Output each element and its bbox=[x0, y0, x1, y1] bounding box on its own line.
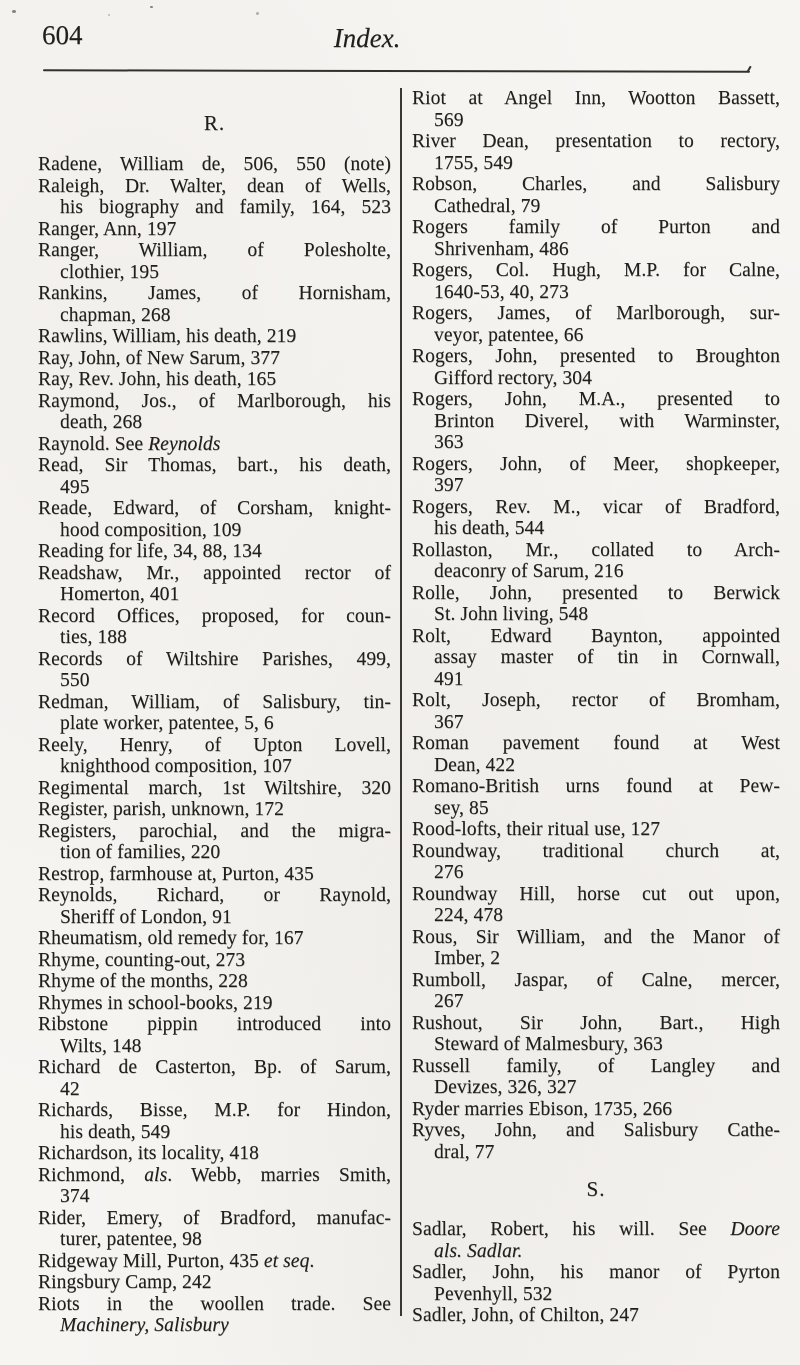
index-line: Roundway, traditional church at, bbox=[412, 840, 780, 862]
index-line: knighthood composition, 107 bbox=[60, 756, 292, 777]
index-line: Roundway Hill, horse cut out upon, bbox=[412, 883, 780, 905]
index-line: Ray, Rev. John, his death, 165 bbox=[38, 369, 277, 390]
index-line: his death, 544 bbox=[434, 518, 545, 539]
index-line: Richard de Casterton, Bp. of Sarum, bbox=[38, 1057, 391, 1078]
index-line: Riot at Angel Inn, Wootton Bassett, bbox=[412, 88, 780, 109]
index-line: Rous, Sir William, and the Manor of bbox=[412, 926, 780, 948]
index-line: Rhyme of the months, 228 bbox=[38, 971, 248, 992]
index-line: Homerton, 401 bbox=[60, 584, 180, 605]
index-line: Sadler, John, his manor of Pyrton bbox=[412, 1262, 780, 1283]
index-line: Rogers family of Purton and bbox=[412, 217, 780, 238]
index-line: clothier, 195 bbox=[60, 261, 160, 283]
index-line: Pevenhyll, 532 bbox=[434, 1283, 553, 1305]
index-line: Imber, 2 bbox=[434, 948, 501, 969]
index-line: Devizes, 326, 327 bbox=[434, 1077, 577, 1098]
index-line: Wilts, 148 bbox=[60, 1035, 142, 1057]
index-line: hood composition, 109 bbox=[60, 519, 242, 541]
index-line: Rider, Emery, of Bradford, manufac- bbox=[38, 1207, 391, 1229]
index-line: 224, 478 bbox=[434, 905, 504, 926]
index-line: Brinton Diverel, with Warminster, bbox=[434, 410, 780, 432]
index-line: Ringsbury Camp, 242 bbox=[38, 1272, 212, 1293]
index-line: Rogers, John, M.A., presented to bbox=[412, 389, 780, 410]
index-line: Sadler, John, of Chilton, 247 bbox=[412, 1305, 639, 1326]
index-line: Regimental march, 1st Wiltshire, 320 bbox=[38, 777, 391, 799]
index-line: his biography and family, 164, 523 bbox=[60, 197, 391, 218]
index-line: Read, Sir Thomas, bart., his death, bbox=[38, 455, 391, 476]
index-line: Rollaston, Mr., collated to Arch- bbox=[412, 539, 780, 561]
index-line: Ryves, John, and Salisbury Cathe- bbox=[412, 1120, 780, 1141]
ink-speck bbox=[12, 10, 16, 13]
index-line: Registers, parochial, and the migra- bbox=[38, 820, 391, 842]
index-line: 367 bbox=[434, 711, 464, 733]
section-heading: R. bbox=[203, 111, 226, 135]
index-line: tion of families, 220 bbox=[60, 842, 221, 863]
index-line: 495 bbox=[60, 476, 90, 498]
index-line: Readshaw, Mr., appointed rector of bbox=[38, 562, 391, 584]
index-line: Ryder marries Ebison, 1735, 266 bbox=[412, 1098, 673, 1120]
index-line: Richardson, its locality, 418 bbox=[38, 1143, 259, 1164]
index-line: Raynold. See Reynolds bbox=[38, 433, 221, 455]
index-line: St. John living, 548 bbox=[434, 604, 589, 625]
index-line: Dean, 422 bbox=[434, 754, 516, 776]
index-line: Raymond, Jos., of Marlborough, his bbox=[38, 390, 391, 412]
index-line: Reely, Henry, of Upton Lovell, bbox=[38, 734, 391, 756]
index-line: 363 bbox=[434, 432, 464, 453]
index-line: Shrivenham, 486 bbox=[434, 238, 569, 260]
index-line: 276 bbox=[434, 862, 464, 883]
index-line: 374 bbox=[60, 1186, 90, 1207]
index-line: Roman pavement found at West bbox=[412, 733, 780, 754]
index-line: Rushout, Sir John, Bart., High bbox=[412, 1012, 780, 1034]
index-line: Rood-lofts, their ritual use, 127 bbox=[412, 819, 661, 840]
index-line: his death, 549 bbox=[60, 1121, 171, 1143]
index-line: Ranger, William, of Polesholte, bbox=[38, 240, 391, 261]
index-line: Reade, Edward, of Corsham, knight- bbox=[38, 498, 391, 519]
index-line: 569 bbox=[434, 109, 464, 131]
index-line: Machinery, Salisbury bbox=[60, 1315, 229, 1336]
index-line: Gifford rectory, 304 bbox=[434, 367, 592, 389]
index-line: Robson, Charles, and Salisbury bbox=[412, 174, 780, 195]
index-line: Rolt, Joseph, rector of Bromham, bbox=[412, 690, 780, 711]
index-line: Ridgeway Mill, Purton, 435 et seq. bbox=[38, 1250, 315, 1272]
ink-speck bbox=[256, 12, 259, 15]
index-line: Rogers, Rev. M., vicar of Bradford, bbox=[412, 496, 780, 518]
index-line: Rhyme, counting-out, 273 bbox=[38, 949, 246, 971]
index-line: Ray, John, of New Sarum, 377 bbox=[38, 347, 281, 369]
index-line: River Dean, presentation to rectory, bbox=[412, 131, 780, 152]
left-column bbox=[38, 112, 391, 1337]
index-line: als. Sadlar. bbox=[434, 1240, 523, 1262]
header-rule bbox=[43, 69, 750, 72]
index-line: Register, parish, unknown, 172 bbox=[38, 799, 284, 820]
index-line: Restrop, farmhouse at, Purton, 435 bbox=[38, 863, 314, 885]
index-line: Records of Wiltshire Parishes, 499, bbox=[38, 648, 391, 670]
index-line: sey, 85 bbox=[434, 797, 489, 819]
ink-speck bbox=[150, 6, 153, 8]
index-line: 1755, 549 bbox=[434, 152, 513, 174]
index-line: Raleigh, Dr. Walter, dean of Wells, bbox=[38, 175, 391, 197]
index-line: dral, 77 bbox=[434, 1141, 495, 1163]
right-column bbox=[412, 88, 780, 1327]
index-line: Rogers, John, of Meer, shopkeeper, bbox=[412, 453, 780, 475]
index-line: Romano-British urns found at Pew- bbox=[412, 776, 780, 797]
index-line: Reynolds, Richard, or Raynold, bbox=[38, 885, 391, 906]
index-line: Richards, Bisse, M.P. for Hindon, bbox=[38, 1100, 391, 1121]
index-line: Riots in the woollen trade. See bbox=[38, 1293, 391, 1315]
index-line: Ribstone pippin introduced into bbox=[38, 1014, 391, 1035]
index-line: Rolt, Edward Baynton, appointed bbox=[412, 625, 780, 647]
page-title: Index. bbox=[333, 23, 401, 53]
index-line: plate worker, patentee, 5, 6 bbox=[60, 713, 274, 734]
index-line: veyor, patentee, 66 bbox=[434, 324, 584, 346]
index-line: 397 bbox=[434, 475, 464, 496]
index-line: 491 bbox=[434, 668, 464, 690]
index-line: death, 268 bbox=[60, 412, 143, 433]
index-line: Russell family, of Langley and bbox=[412, 1055, 780, 1077]
index-line: Richmond, als. Webb, marries Smith, bbox=[38, 1164, 392, 1186]
page-number: 604 bbox=[42, 20, 83, 50]
index-line: Rheumatism, old remedy for, 167 bbox=[38, 928, 304, 949]
index-line: 550 bbox=[60, 670, 90, 691]
index-line: ties, 188 bbox=[60, 627, 127, 648]
index-line: Steward of Malmesbury, 363 bbox=[434, 1034, 663, 1055]
ink-speck bbox=[108, 14, 110, 16]
index-line: Sheriff of London, 91 bbox=[60, 906, 232, 928]
index-line: Rawlins, William, his death, 219 bbox=[38, 326, 297, 347]
index-line: deaconry of Sarum, 216 bbox=[434, 561, 624, 582]
index-line: Rankins, James, of Hornisham, bbox=[38, 283, 391, 304]
index-line: 42 bbox=[60, 1078, 80, 1100]
index-line: Ranger, Ann, 197 bbox=[38, 218, 177, 240]
index-line: Rogers, James, of Marlborough, sur- bbox=[412, 303, 780, 324]
index-line: 267 bbox=[434, 991, 464, 1012]
index-line: chapman, 268 bbox=[60, 304, 171, 326]
section-heading: S. bbox=[586, 1177, 606, 1201]
index-line: Sadlar, Robert, his will. See Doore bbox=[412, 1219, 780, 1240]
index-line: Rogers, Col. Hugh, M.P. for Calne, bbox=[412, 260, 780, 281]
index-line: Rumboll, Jaspar, of Calne, mercer, bbox=[412, 969, 780, 991]
index-line: Redman, William, of Salisbury, tin- bbox=[38, 691, 391, 713]
column-divider bbox=[400, 88, 402, 1316]
index-line: Rolle, John, presented to Berwick bbox=[412, 582, 780, 604]
index-line: assay master of tin in Cornwall, bbox=[434, 647, 780, 668]
index-line: Rhymes in school-books, 219 bbox=[38, 992, 273, 1014]
index-line: Radene, William de, 506, 550 (note) bbox=[38, 154, 391, 175]
index-line: Reading for life, 34, 88, 134 bbox=[38, 541, 262, 562]
index-line: Rogers, John, presented to Broughton bbox=[412, 346, 780, 367]
index-line: Cathedral, 79 bbox=[434, 195, 541, 217]
index-line: turer, patentee, 98 bbox=[60, 1229, 202, 1250]
index-line: 1640-53, 40, 273 bbox=[434, 281, 569, 303]
index-line: Record Offices, proposed, for coun- bbox=[38, 605, 391, 627]
